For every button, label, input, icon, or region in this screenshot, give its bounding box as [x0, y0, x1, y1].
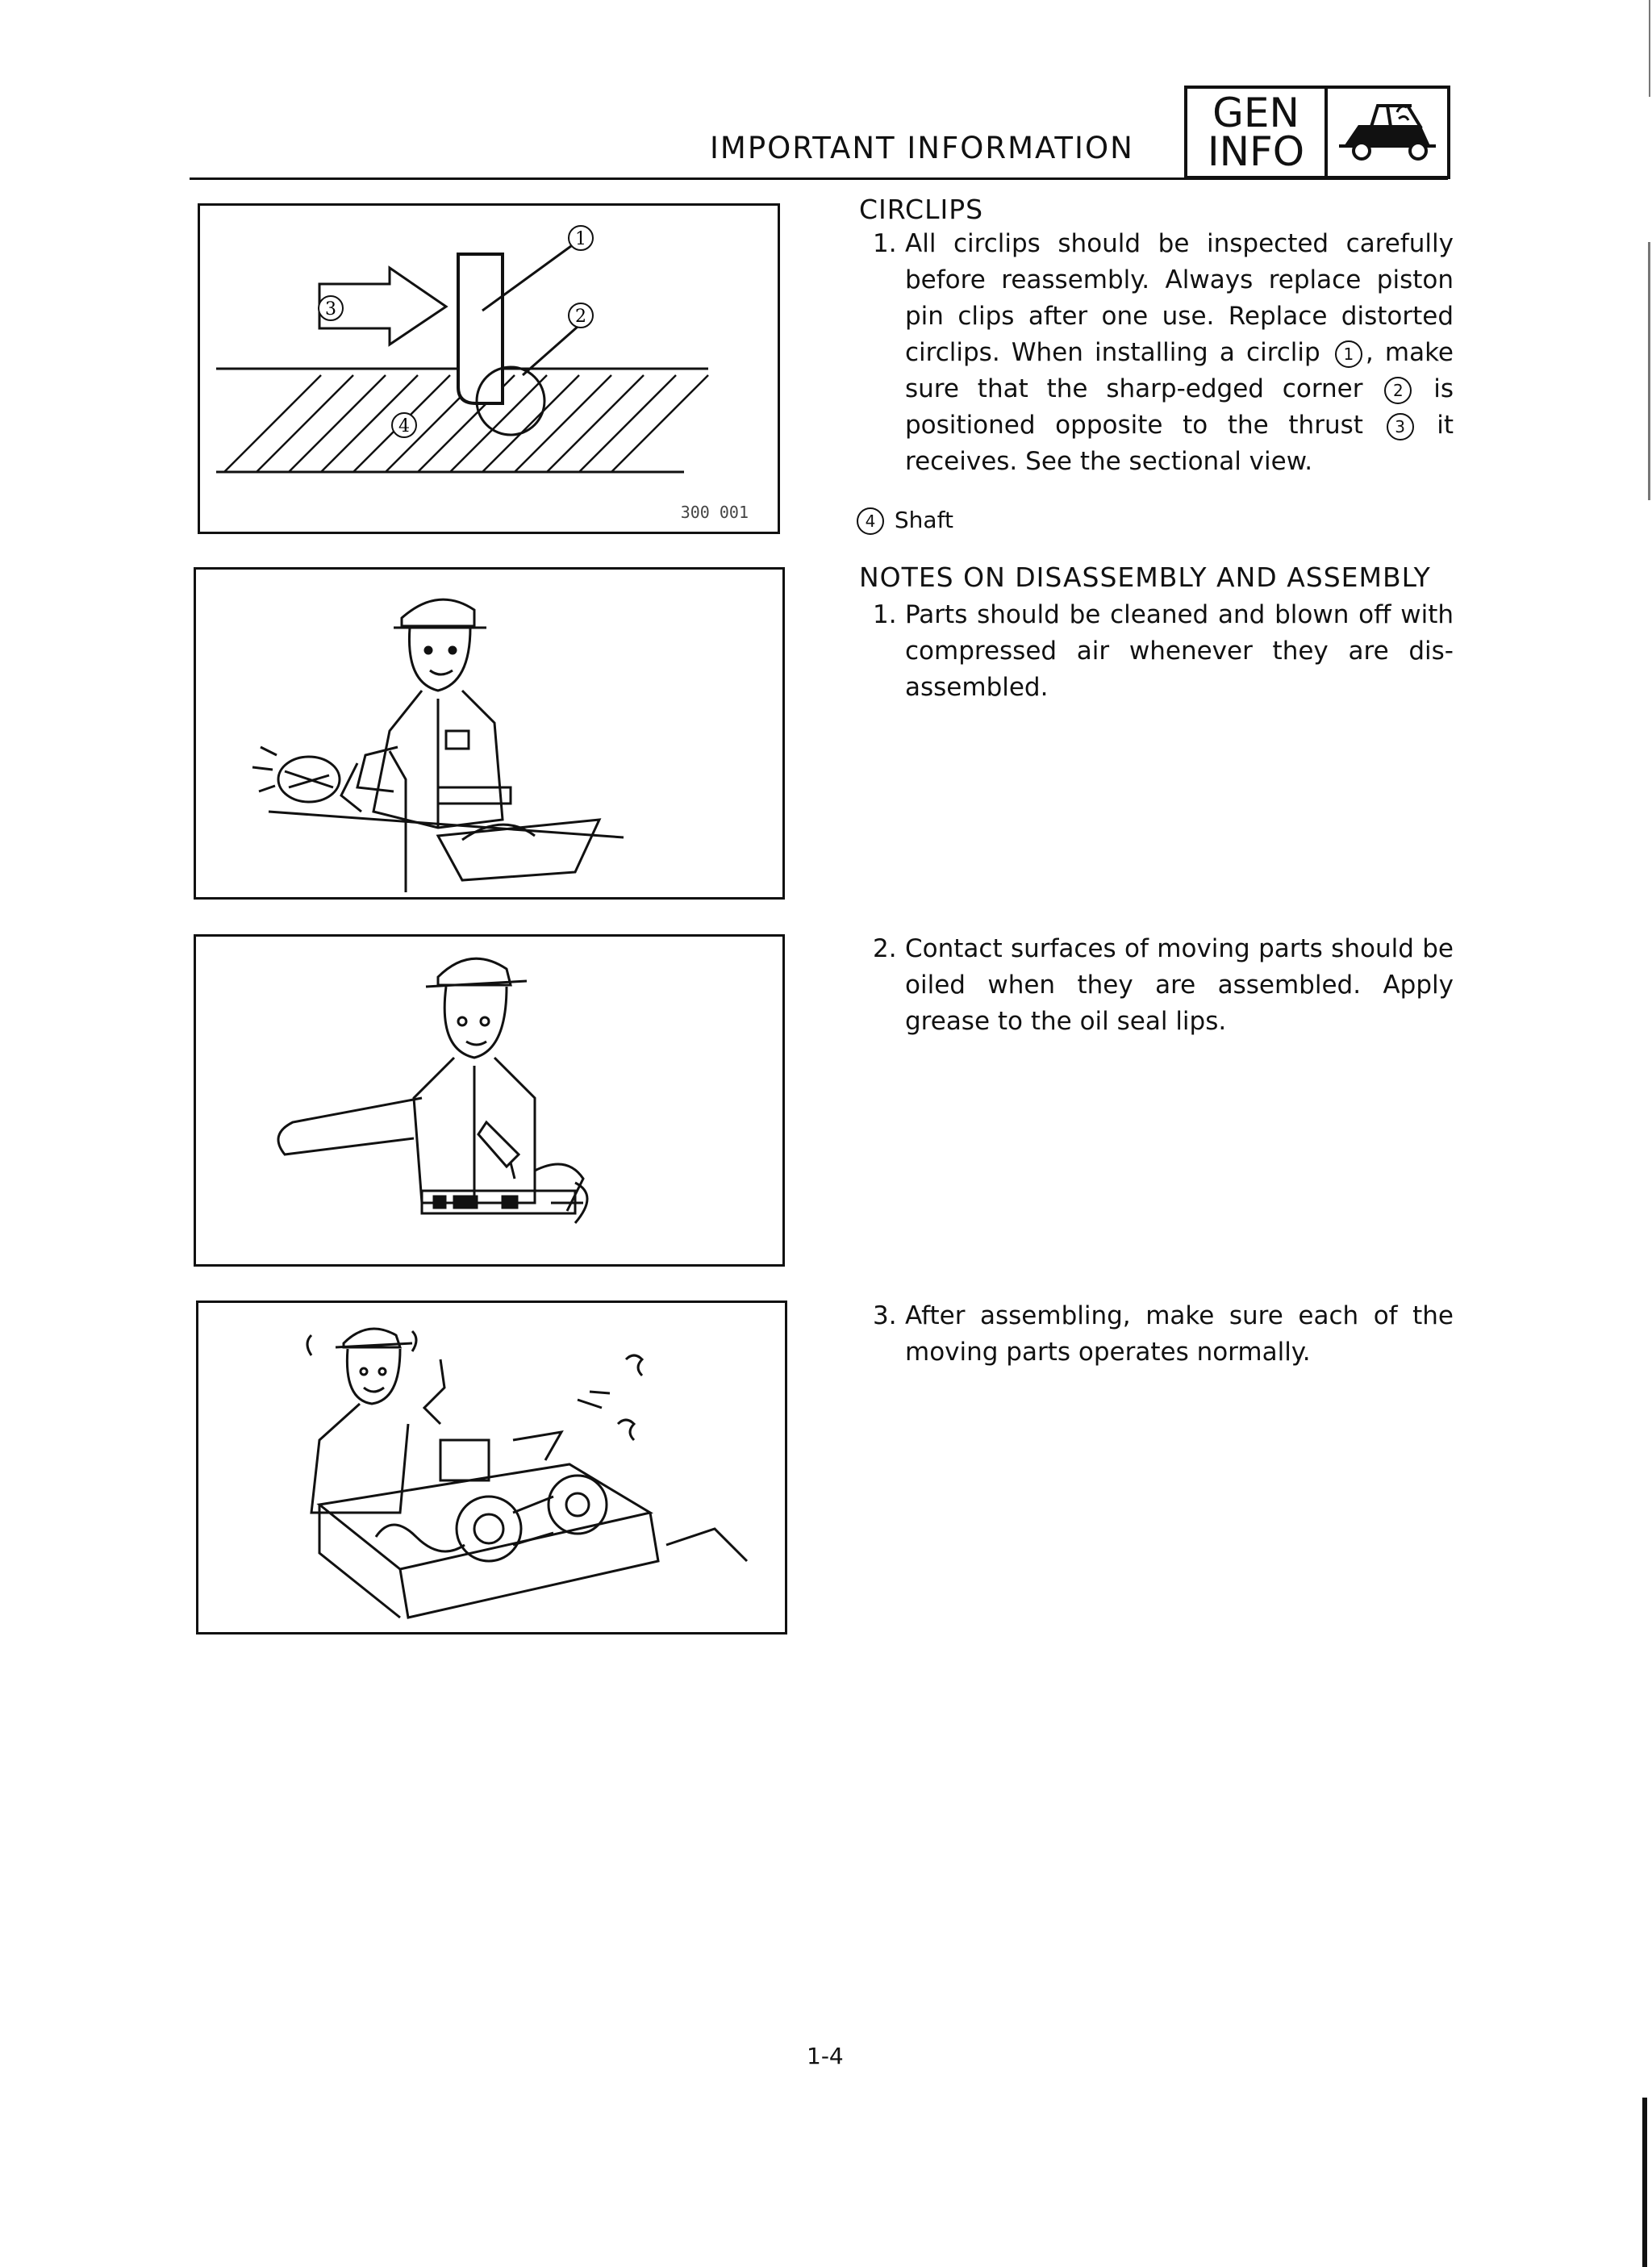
circlips-text-part1: All circlips should be inspected carefully before reassembly. Always replace piston pin clips after one use. Replace distorted circlips. When installing a circlip: [905, 229, 1454, 367]
golf-cart-icon: [1328, 89, 1447, 176]
badge-text: [1187, 89, 1328, 176]
notes-item-2: [873, 931, 1454, 1040]
reference-marker-1: 1: [1335, 340, 1362, 368]
scan-margin-mark: [1648, 242, 1650, 500]
fig1-label-3: 3: [325, 299, 336, 319]
circlips-heading: CIRCLIPS: [859, 194, 984, 225]
circlips-item-1: [873, 226, 1454, 480]
notes-item-3: [873, 1298, 1454, 1371]
item-number: 3.: [873, 1301, 897, 1330]
circlips-text-part4: it receives. See the sectional view.: [905, 411, 1454, 476]
fig1-label-2: 2: [575, 307, 586, 327]
scan-margin-mark: [1649, 0, 1650, 97]
circlips-text-part2: , make sure that the sharp-edged corner: [905, 338, 1454, 403]
badge-line-1: GEN: [1212, 90, 1299, 136]
fig1-label-4: 4: [398, 416, 410, 436]
figure-code: 300 001: [680, 503, 749, 522]
circlip-sectional-view-figure: [198, 203, 780, 534]
circlips-legend: [857, 502, 953, 538]
page-header-title: IMPORTANT INFORMATION: [710, 131, 1134, 165]
item-number: 2.: [873, 934, 897, 963]
mechanic-checking-engine-illustration: [196, 1300, 787, 1634]
legend-label: Shaft: [894, 507, 953, 533]
reference-marker-2: 2: [1384, 377, 1412, 404]
notes-item-1: [873, 597, 1454, 706]
legend-marker-4: 4: [857, 507, 884, 535]
fig1-label-1: 1: [575, 229, 586, 249]
notes-heading: NOTES ON DISASSEMBLY AND ASSEMBLY: [859, 562, 1431, 593]
badge-line-2: INFO: [1207, 128, 1305, 175]
notes-item-3-text: After assembling, make sure each of the moving parts operates normally.: [905, 1301, 1454, 1367]
mechanic-cleaning-parts-illustration: [194, 567, 785, 900]
item-number: 1.: [873, 600, 897, 629]
circlips-item-text: [905, 226, 1454, 480]
notes-item-1-text: Parts should be cleaned and blown off with compressed air whenever they are dis-assembled.: [905, 600, 1454, 702]
reference-marker-3: 3: [1387, 413, 1414, 440]
notes-item-2-text: Contact surfaces of moving parts should be oiled when they are assembled. Apply grease to the oil seal lips.: [905, 934, 1454, 1036]
circlips-text-part3: is positioned opposite to the thrust: [905, 374, 1454, 440]
scan-margin-bar: [1642, 2098, 1647, 2267]
mechanic-oiling-parts-illustration: [194, 934, 785, 1267]
page-number: 1-4: [807, 2043, 844, 2069]
item-number: 1.: [873, 229, 897, 258]
section-badge: [1184, 86, 1450, 179]
